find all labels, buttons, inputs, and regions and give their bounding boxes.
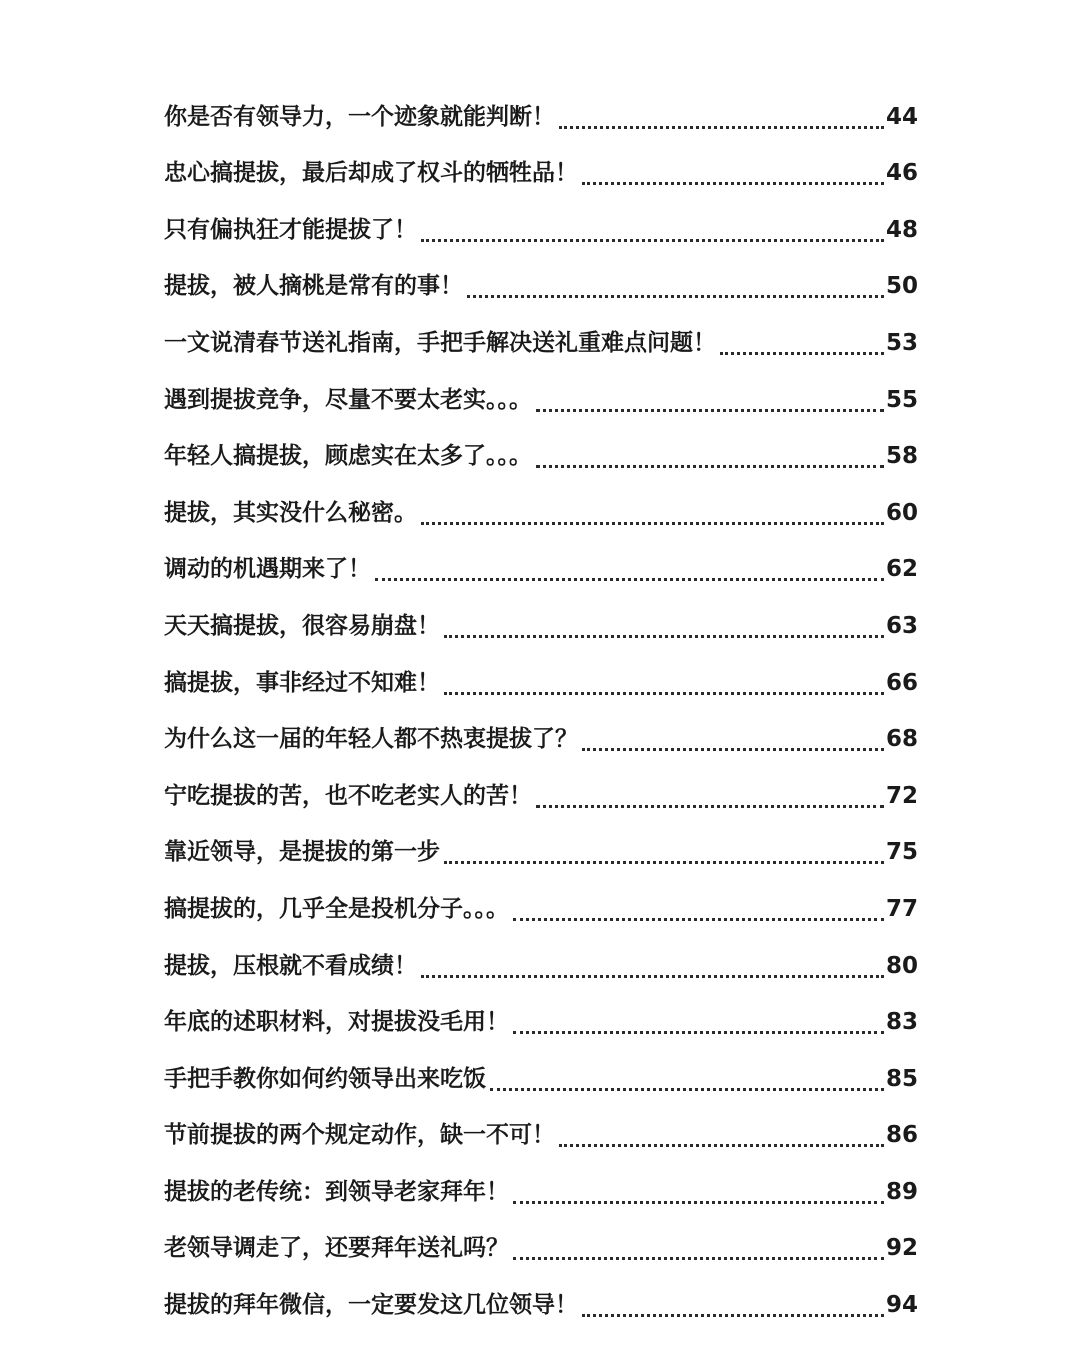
toc-entry-page: 53 bbox=[885, 329, 918, 356]
dot-leader bbox=[375, 578, 884, 581]
toc-entry[interactable] bbox=[164, 994, 918, 1051]
toc-entry-page: 83 bbox=[885, 1009, 918, 1036]
toc-entry-page: 75 bbox=[885, 839, 918, 866]
toc-entry-page: 86 bbox=[885, 1122, 918, 1149]
toc-entry[interactable] bbox=[164, 145, 918, 202]
toc-entry-page: 55 bbox=[885, 386, 918, 413]
dot-leader bbox=[582, 748, 884, 751]
toc-entry[interactable] bbox=[164, 1163, 918, 1220]
toc-entry-title: 提拔，其实没什么秘密。 bbox=[164, 499, 417, 526]
toc-entry-title: 年底的述职材料，对提拔没毛用！ bbox=[164, 1009, 509, 1036]
toc-entry-title: 为什么这一届的年轻人都不热衷提拔了？ bbox=[164, 726, 578, 753]
toc-entry[interactable] bbox=[164, 258, 918, 315]
toc-entry[interactable] bbox=[164, 597, 918, 654]
toc-entry-page: 50 bbox=[885, 273, 918, 300]
table-of-contents bbox=[164, 88, 918, 1333]
toc-entry[interactable] bbox=[164, 1220, 918, 1277]
toc-entry-title: 搞提拔，事非经过不知难！ bbox=[164, 669, 440, 696]
dot-leader bbox=[536, 805, 884, 808]
toc-entry-title: 老领导调走了，还要拜年送礼吗？ bbox=[164, 1235, 509, 1262]
toc-entry-title: 天天搞提拔，很容易崩盘！ bbox=[164, 612, 440, 639]
toc-entry-title: 提拔，压根就不看成绩！ bbox=[164, 952, 417, 979]
toc-entry-title: 提拔的拜年微信，一定要发这几位领导！ bbox=[164, 1292, 578, 1319]
dot-leader bbox=[421, 975, 884, 978]
toc-entry[interactable] bbox=[164, 824, 918, 881]
toc-entry[interactable] bbox=[164, 484, 918, 541]
dot-leader bbox=[536, 465, 884, 468]
toc-entry[interactable] bbox=[164, 314, 918, 371]
toc-entry[interactable] bbox=[164, 88, 918, 145]
dot-leader bbox=[582, 182, 884, 185]
toc-entry[interactable] bbox=[164, 937, 918, 994]
toc-entry-title: 节前提拔的两个规定动作，缺一不可！ bbox=[164, 1122, 555, 1149]
dot-leader bbox=[513, 1257, 884, 1260]
dot-leader bbox=[421, 239, 884, 242]
toc-entry-page: 68 bbox=[885, 726, 918, 753]
toc-entry-page: 62 bbox=[885, 556, 918, 583]
dot-leader bbox=[467, 295, 884, 298]
dot-leader bbox=[421, 522, 884, 525]
dot-leader bbox=[444, 861, 884, 864]
toc-entry[interactable] bbox=[164, 541, 918, 598]
toc-entry[interactable] bbox=[164, 428, 918, 485]
toc-entry-title: 年轻人搞提拔，顾虑实在太多了。。。 bbox=[164, 443, 532, 470]
toc-entry-page: 94 bbox=[885, 1292, 918, 1319]
toc-entry-page: 46 bbox=[885, 160, 918, 187]
toc-entry-page: 44 bbox=[885, 103, 918, 130]
toc-entry-title: 调动的机遇期来了！ bbox=[164, 556, 371, 583]
toc-entry-title: 手把手教你如何约领导出来吃饭 bbox=[164, 1065, 486, 1092]
dot-leader bbox=[559, 1144, 884, 1147]
toc-entry-title: 靠近领导，是提拔的第一步 bbox=[164, 839, 440, 866]
dot-leader bbox=[513, 1201, 884, 1204]
toc-entry-title: 忠心搞提拔，最后却成了权斗的牺牲品！ bbox=[164, 160, 578, 187]
toc-entry-page: 72 bbox=[885, 782, 918, 809]
toc-entry-page: 80 bbox=[885, 952, 918, 979]
toc-entry-page: 48 bbox=[885, 216, 918, 243]
toc-entry-page: 60 bbox=[885, 499, 918, 526]
dot-leader bbox=[513, 918, 884, 921]
dot-leader bbox=[582, 1314, 884, 1317]
toc-entry[interactable] bbox=[164, 880, 918, 937]
toc-entry[interactable] bbox=[164, 654, 918, 711]
toc-entry[interactable] bbox=[164, 1107, 918, 1164]
toc-entry-title: 遇到提拔竞争，尽量不要太老实。。。 bbox=[164, 386, 532, 413]
toc-entry-page: 89 bbox=[885, 1178, 918, 1205]
dot-leader bbox=[513, 1031, 884, 1034]
toc-entry-title: 提拔的老传统：到领导老家拜年！ bbox=[164, 1178, 509, 1205]
dot-leader bbox=[536, 409, 884, 412]
toc-entry-title: 只有偏执狂才能提拔了！ bbox=[164, 216, 417, 243]
toc-entry-title: 搞提拔的，几乎全是投机分子。。。 bbox=[164, 895, 509, 922]
toc-entry-title: 一文说清春节送礼指南，手把手解决送礼重难点问题！ bbox=[164, 329, 716, 356]
toc-entry[interactable] bbox=[164, 767, 918, 824]
toc-entry[interactable] bbox=[164, 1050, 918, 1107]
toc-entry[interactable] bbox=[164, 201, 918, 258]
dot-leader bbox=[444, 635, 884, 638]
toc-entry-title: 提拔，被人摘桃是常有的事！ bbox=[164, 273, 463, 300]
toc-entry[interactable] bbox=[164, 711, 918, 768]
toc-entry[interactable] bbox=[164, 1276, 918, 1333]
toc-entry-page: 58 bbox=[885, 443, 918, 470]
dot-leader bbox=[490, 1088, 884, 1091]
dot-leader bbox=[559, 126, 884, 129]
toc-entry-page: 66 bbox=[885, 669, 918, 696]
toc-entry-page: 85 bbox=[885, 1065, 918, 1092]
toc-entry-title: 宁吃提拔的苦，也不吃老实人的苦！ bbox=[164, 782, 532, 809]
dot-leader bbox=[720, 352, 884, 355]
toc-entry-page: 92 bbox=[885, 1235, 918, 1262]
toc-entry-page: 77 bbox=[885, 895, 918, 922]
toc-entry-title: 你是否有领导力，一个迹象就能判断！ bbox=[164, 103, 555, 130]
dot-leader bbox=[444, 692, 884, 695]
toc-entry-page: 63 bbox=[885, 612, 918, 639]
toc-entry[interactable] bbox=[164, 371, 918, 428]
